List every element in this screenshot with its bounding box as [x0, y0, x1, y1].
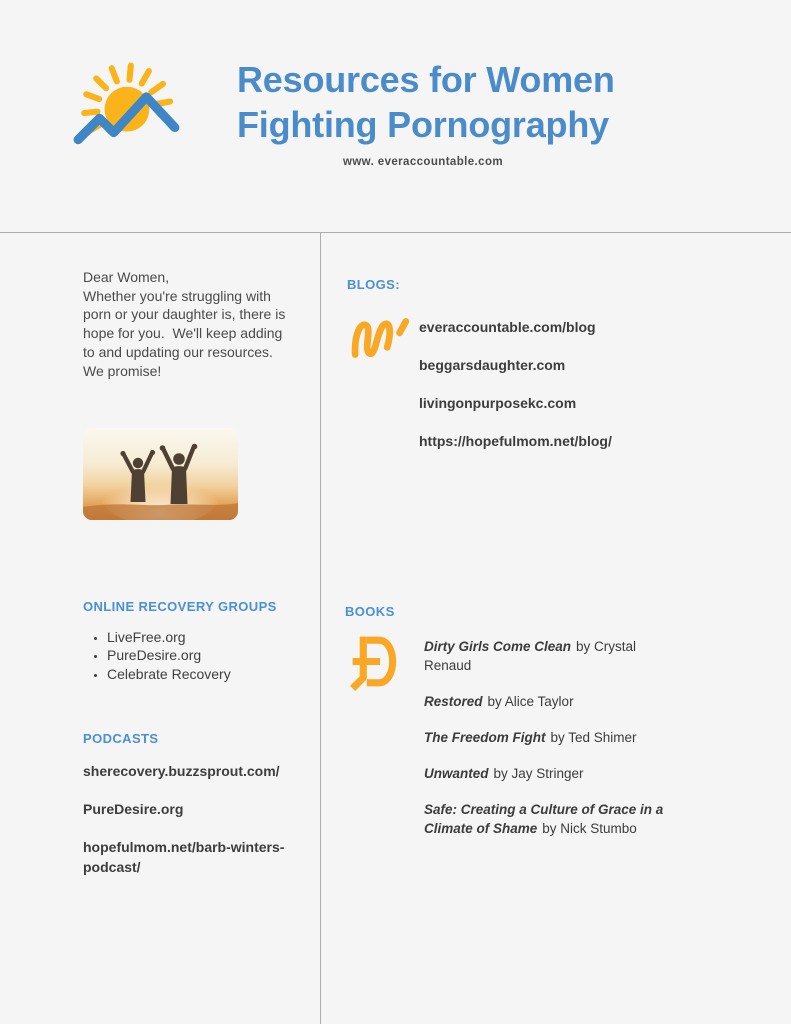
book-entry [424, 637, 678, 675]
book-entry [424, 764, 678, 783]
squiggle-wave-icon [350, 316, 412, 358]
recovery-groups-list [85, 628, 231, 683]
recovery-groups-heading: ONLINE RECOVERY GROUPS [83, 599, 277, 614]
book-entry [424, 692, 678, 711]
website-url: www. everaccountable.com [342, 156, 503, 168]
horizontal-divider [0, 232, 791, 233]
recovery-group-item: • Celebrate Recovery [107, 665, 231, 683]
vertical-divider [320, 232, 321, 1024]
podcast-item: hopefulmom.net/barb-winters-podcast/ [83, 839, 285, 875]
book-title: Safe: Creating a Culture of Grace in a Climate of Shame [424, 802, 664, 836]
sun-mountain-icon [72, 50, 186, 152]
book-title: Unwanted [424, 766, 489, 781]
title-line-1: Resources for Women [237, 59, 615, 100]
sunset-celebration-photo [83, 428, 238, 520]
title-line-2: Fighting Pornography [237, 104, 609, 145]
book-author: by Ted Shimer [550, 730, 637, 745]
hd-monogram-icon [349, 632, 406, 691]
podcasts-heading: PODCASTS [83, 731, 159, 746]
book-title: The Freedom Fight [424, 730, 546, 745]
books-heading: BOOKS [345, 604, 395, 619]
intro-body: Whether you're struggling with porn or your daughter is, there is hope for you. We'll keep adding to and updating our resources. We promise! [83, 287, 290, 379]
book-author: by Nick Stumbo [542, 821, 637, 836]
book-title: Dirty Girls Come Clean [424, 639, 572, 654]
blogs-list [419, 317, 749, 469]
intro-section [83, 268, 291, 380]
recovery-group-item: • LiveFree.org [107, 628, 231, 646]
books-list [424, 637, 678, 855]
blog-item: livingonpurposekc.com [419, 395, 577, 411]
page-title [237, 57, 677, 147]
book-author: by Alice Taylor [487, 694, 574, 709]
blog-item: everaccountable.com/blog [419, 319, 596, 335]
intro-salutation: Dear Women, [83, 269, 170, 285]
blog-item: https://hopefulmom.net/blog/ [419, 433, 612, 449]
recovery-group-item: • PureDesire.org [107, 646, 231, 664]
podcast-item: PureDesire.org [83, 801, 184, 817]
podcasts-list [83, 761, 289, 895]
book-entry [424, 800, 678, 838]
book-author: by Jay Stringer [493, 766, 584, 781]
blog-item: beggarsdaughter.com [419, 357, 566, 373]
book-author: by Crystal Renaud [424, 639, 637, 673]
blogs-heading: BLOGS: [347, 277, 400, 292]
podcast-item: sherecovery.buzzsprout.com/ [83, 763, 280, 779]
book-entry [424, 728, 678, 747]
book-title: Restored [424, 694, 483, 709]
